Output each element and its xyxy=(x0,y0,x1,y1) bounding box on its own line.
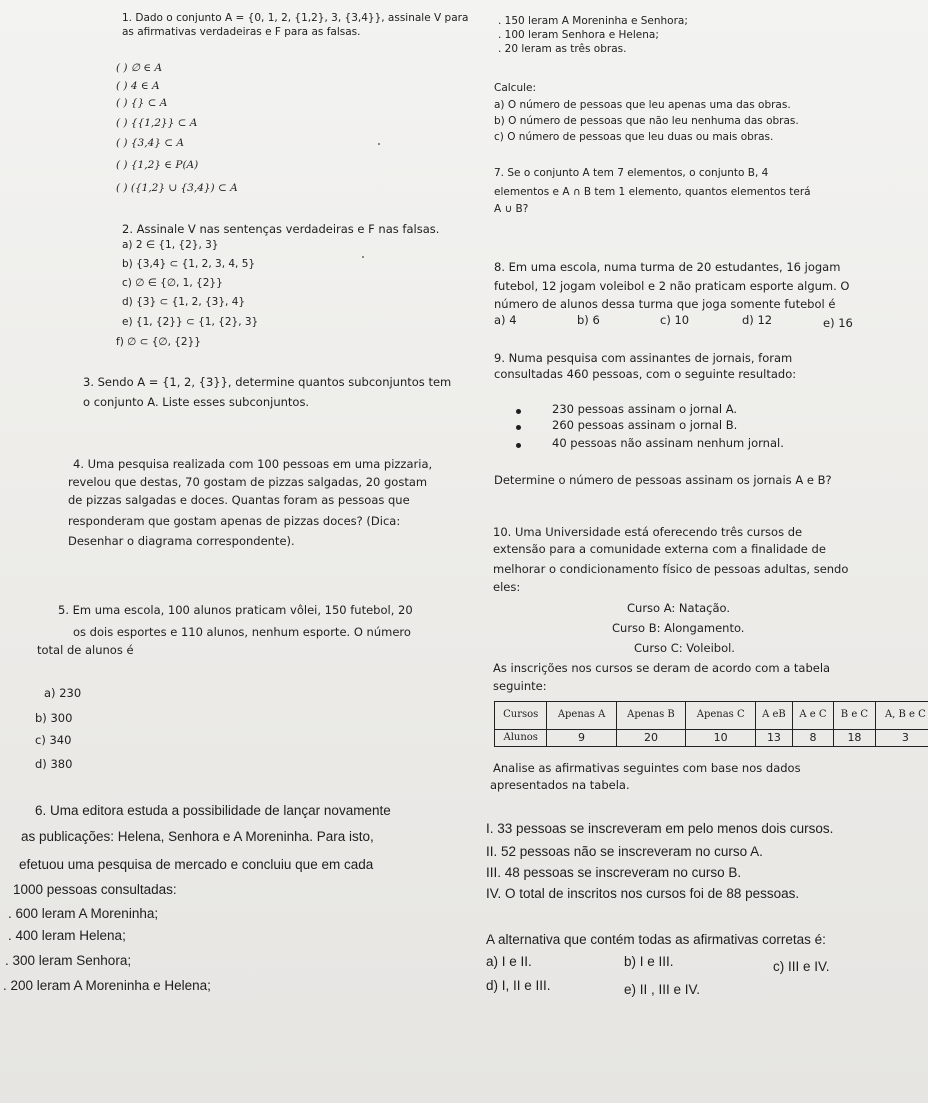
q3-line2: o conjunto A. Liste esses subconjuntos. xyxy=(83,395,310,409)
q8-option-b: b) 6 xyxy=(577,313,600,327)
q1-item-1: ( ) ∅ ∈ A xyxy=(116,62,163,74)
table-cell: 8 xyxy=(792,730,833,747)
table-cell: 13 xyxy=(756,730,793,747)
q1-statement-line1: 1. Dado o conjunto A = {0, 1, 2, {1,2}, 3, {3,4}}, assinale V para xyxy=(122,12,469,24)
q10-option-d: d) I, II e III. xyxy=(486,978,551,993)
q8-option-d: d) 12 xyxy=(742,313,773,327)
table-header-row xyxy=(495,702,928,730)
q1-item-5: ( ) {3,4} ⊂ A xyxy=(116,137,184,149)
table-header-cell: A eB xyxy=(756,702,793,730)
q3-line1: 3. Sendo A = {1, 2, {3}}, determine quantos subconjuntos tem xyxy=(83,375,452,389)
q8-line3: número de alunos dessa turma que joga somente futebol é xyxy=(494,297,836,311)
q2-item-e: e) {1, {2}} ⊂ {1, {2}, 3} xyxy=(122,316,259,328)
q2-item-f: f) ∅ ⊂ {∅, {2}} xyxy=(116,336,201,348)
q8-option-e: e) 16 xyxy=(823,316,853,330)
q2-item-c: c) ∅ ∈ {∅, 1, {2}} xyxy=(122,277,223,289)
q6-line1: 6. Uma editora estuda a possibilidade de lançar novamente xyxy=(35,803,391,818)
q5-line1: 5. Em uma escola, 100 alunos praticam vôlei, 150 futebol, 20 xyxy=(58,603,413,617)
q10-option-c: c) III e IV. xyxy=(773,959,830,974)
q7-line1: 7. Se o conjunto A tem 7 elementos, o conjunto B, 4 xyxy=(494,167,769,179)
q7-line2: elementos e A ∩ B tem 1 elemento, quantos elementos terá xyxy=(494,186,811,198)
table-cell: 18 xyxy=(834,730,876,747)
q5-option-d: d) 380 xyxy=(35,757,73,771)
q2-item-a: a) 2 ∈ {1, {2}, 3} xyxy=(122,239,219,251)
q10-option-b: b) I e III. xyxy=(624,954,674,969)
q10-line3: melhorar o condicionamento físico de pessoas adultas, sendo xyxy=(493,562,849,576)
q10-statement-1: I. 33 pessoas se inscreveram em pelo menos dois cursos. xyxy=(486,821,834,836)
q9-bullet-1: 230 pessoas assinam o jornal A. xyxy=(552,402,738,416)
q9-bullet-2: 260 pessoas assinam o jornal B. xyxy=(552,418,738,432)
q7-line3: A ∪ B? xyxy=(494,203,529,215)
q10-course-c: Curso C: Voleibol. xyxy=(634,641,735,655)
q10-analysis-line2: apresentados na tabela. xyxy=(490,778,630,792)
q5-option-b: b) 300 xyxy=(35,711,73,725)
q10-line4: eles: xyxy=(493,580,521,594)
table-row-label: Alunos xyxy=(495,730,547,747)
q10-course-b: Curso B: Alongamento. xyxy=(612,621,745,635)
q4-line5: Desenhar o diagrama correspondente). xyxy=(68,534,295,548)
q10-statement-2: II. 52 pessoas não se inscreveram no curso A. xyxy=(486,844,763,859)
q8-option-a: a) 4 xyxy=(494,313,517,327)
q6-fact-6: . 100 leram Senhora e Helena; xyxy=(498,29,659,41)
q4-line1: 4. Uma pesquisa realizada com 100 pessoas em uma pizzaria, xyxy=(73,457,433,471)
q6-line3: efetuou uma pesquisa de mercado e concluiu que em cada xyxy=(19,857,374,872)
q10-line1: 10. Uma Universidade está oferecendo três cursos de xyxy=(493,525,803,539)
q9-line2: consultadas 460 pessoas, com o seguinte resultado: xyxy=(494,367,797,381)
table-cell: 9 xyxy=(547,730,616,747)
table-header-cell: A, B e C xyxy=(875,702,928,730)
q2-title: 2. Assinale V nas sentenças verdadeiras e F nas falsas. xyxy=(122,222,440,236)
q5-line3: total de alunos é xyxy=(37,643,134,657)
table-cell: 20 xyxy=(616,730,686,747)
q10-course-a: Curso A: Natação. xyxy=(627,601,730,615)
q6-fact-4: . 200 leram A Moreninha e Helena; xyxy=(3,978,211,993)
q5-line2: os dois esportes e 110 alunos, nenhum esporte. O número xyxy=(73,625,411,639)
q10-statement-4: IV. O total de inscritos nos cursos foi de 88 pessoas. xyxy=(486,886,800,901)
q6-fact-5: . 150 leram A Moreninha e Senhora; xyxy=(498,15,688,27)
q6-calc-b: b) O número de pessoas que não leu nenhuma das obras. xyxy=(494,115,799,127)
q9-line1: 9. Numa pesquisa com assinantes de jornais, foram xyxy=(494,351,793,365)
q5-option-a: a) 230 xyxy=(44,686,82,700)
q1-item-6: ( ) {1,2} ∈ P(A) xyxy=(116,159,199,171)
q6-fact-2: . 400 leram Helena; xyxy=(8,928,126,943)
table-header-cell: Apenas C xyxy=(686,702,756,730)
q10-intro-line2: seguinte: xyxy=(493,679,547,693)
q1-item-7: ( ) ({1,2} ∪ {3,4}) ⊂ A xyxy=(116,182,238,194)
bullet-icon xyxy=(516,425,521,430)
q6-fact-3: . 300 leram Senhora; xyxy=(5,953,132,968)
q2-item-b: b) {3,4} ⊂ {1, 2, 3, 4, 5} xyxy=(122,258,256,270)
q6-line4: 1000 pessoas consultadas: xyxy=(13,882,177,897)
q6-calc-a: a) O número de pessoas que leu apenas uma das obras. xyxy=(494,99,791,111)
table-header-cell: B e C xyxy=(834,702,876,730)
q8-option-c: c) 10 xyxy=(660,313,690,327)
table-row xyxy=(495,730,928,747)
q5-option-c: c) 340 xyxy=(35,733,72,747)
scan-speck xyxy=(378,143,380,145)
table-cell: 3 xyxy=(875,730,928,747)
q6-calc-c: c) O número de pessoas que leu duas ou mais obras. xyxy=(494,131,774,143)
table-header-cell: Cursos xyxy=(495,702,547,730)
q1-statement-line2: as afirmativas verdadeiras e F para as falsas. xyxy=(122,26,361,38)
table-header-cell: Apenas A xyxy=(547,702,616,730)
q2-item-d: d) {3} ⊂ {1, 2, {3}, 4} xyxy=(122,296,246,308)
q10-analysis-line1: Analise as afirmativas seguintes com base nos dados xyxy=(493,761,801,775)
q4-line2: revelou que destas, 70 gostam de pizzas salgadas, 20 gostam xyxy=(68,475,428,489)
q8-line1: 8. Em uma escola, numa turma de 20 estudantes, 16 jogam xyxy=(494,260,841,274)
q10-line2: extensão para a comunidade externa com a finalidade de xyxy=(493,542,826,556)
table-header-cell: A e C xyxy=(792,702,833,730)
q6-fact-7: . 20 leram as três obras. xyxy=(498,43,627,55)
q1-item-4: ( ) {{1,2}} ⊂ A xyxy=(116,117,198,129)
q9-bullet-3: 40 pessoas não assinam nenhum jornal. xyxy=(552,436,784,450)
q10-option-e: e) II , III e IV. xyxy=(624,982,701,997)
q4-line4: responderam que gostam apenas de pizzas doces? (Dica: xyxy=(68,514,401,528)
bullet-icon xyxy=(516,443,521,448)
q6-line2: as publicações: Helena, Senhora e A Moreninha. Para isto, xyxy=(21,829,374,844)
q6-fact-1: . 600 leram A Moreninha; xyxy=(8,906,159,921)
q10-intro-line1: As inscrições nos cursos se deram de acordo com a tabela xyxy=(493,661,831,675)
q4-line3: de pizzas salgadas e doces. Quantas foram as pessoas que xyxy=(68,493,410,507)
bullet-icon xyxy=(516,409,521,414)
q10-question: A alternativa que contém todas as afirmativas corretas é: xyxy=(486,932,826,947)
table-cell: 10 xyxy=(686,730,756,747)
q6-calc-title: Calcule: xyxy=(494,82,537,94)
q9-question: Determine o número de pessoas assinam os jornais A e B? xyxy=(494,473,832,487)
q1-item-3: ( ) {} ⊂ A xyxy=(116,97,168,109)
q10-option-a: a) I e II. xyxy=(486,954,532,969)
enrollment-table xyxy=(494,701,928,747)
scan-speck xyxy=(362,256,364,258)
q8-line2: futebol, 12 jogam voleibol e 2 não praticam esporte algum. O xyxy=(494,279,850,293)
q10-statement-3: III. 48 pessoas se inscreveram no curso B. xyxy=(486,865,742,880)
table-header-cell: Apenas B xyxy=(616,702,686,730)
q1-item-2: ( ) 4 ∈ A xyxy=(116,80,160,92)
